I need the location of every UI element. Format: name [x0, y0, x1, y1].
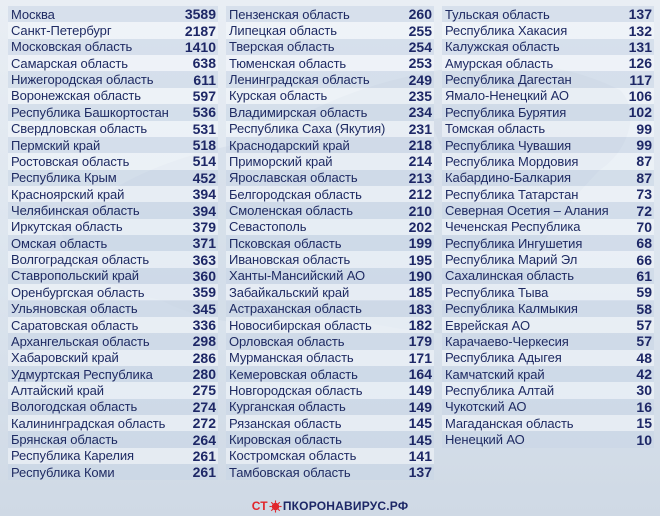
region-name: Волгоградская область	[11, 252, 150, 268]
region-name: Московская область	[11, 39, 133, 55]
region-value: 253	[408, 55, 432, 72]
region-name: Республика Хакасия	[445, 23, 568, 39]
region-row	[442, 153, 654, 169]
region-row	[8, 399, 218, 415]
region-value: 30	[636, 382, 652, 399]
region-name: Камчатский край	[445, 366, 545, 382]
region-row	[442, 170, 654, 186]
region-name: Республика Башкортостан	[11, 104, 169, 120]
region-name: Брянская область	[11, 432, 118, 448]
region-name: Санкт-Петербург	[11, 23, 112, 39]
region-row	[226, 268, 434, 284]
region-value: 536	[192, 104, 216, 121]
region-name: Астраханская область	[229, 301, 362, 317]
region-value: 87	[636, 169, 652, 186]
region-name: Ивановская область	[229, 252, 351, 268]
region-value: 255	[408, 22, 432, 39]
region-name: Кировская область	[229, 432, 342, 448]
region-value: 264	[192, 431, 216, 448]
region-value: 359	[192, 284, 216, 301]
region-row	[8, 88, 218, 104]
region-name: Новосибирская область	[229, 317, 372, 333]
region-name: Тамбовская область	[229, 464, 351, 480]
region-row	[442, 350, 654, 366]
region-name: Орловская область	[229, 333, 345, 349]
region-row	[8, 170, 218, 186]
region-name: Псковская область	[229, 235, 342, 251]
region-row	[442, 268, 654, 284]
region-value: 179	[408, 333, 432, 350]
region-row	[8, 137, 218, 153]
region-row	[8, 219, 218, 235]
region-value: 231	[408, 120, 432, 137]
region-name: Саратовская область	[11, 317, 139, 333]
region-row	[442, 219, 654, 235]
region-row	[8, 251, 218, 267]
region-value: 261	[192, 447, 216, 464]
region-name: Карачаево-Черкесия	[445, 333, 569, 349]
region-row	[226, 235, 434, 251]
region-row	[442, 104, 654, 120]
region-name: Сахалинская область	[445, 268, 574, 284]
region-value: 531	[192, 120, 216, 137]
region-value: 214	[408, 153, 432, 170]
region-name: Алтайский край	[11, 382, 104, 398]
column-2	[226, 6, 434, 480]
region-name: Республика Татарстан	[445, 186, 579, 202]
region-name: Республика Калмыкия	[445, 301, 578, 317]
region-name: Республика Крым	[11, 170, 117, 186]
region-value: 234	[408, 104, 432, 121]
region-row	[442, 431, 654, 447]
region-value: 99	[636, 120, 652, 137]
region-row	[226, 71, 434, 87]
brand-suffix: ПКОРОНАВИРУС.РФ	[282, 499, 409, 513]
region-row	[226, 22, 434, 38]
region-value: 59	[636, 284, 652, 301]
regions-table	[8, 6, 654, 480]
region-name: Еврейская АО	[445, 317, 530, 333]
region-row	[442, 333, 654, 349]
region-name: Чеченская Республика	[445, 219, 581, 235]
region-value: 58	[636, 300, 652, 317]
region-name: Республика Карелия	[11, 448, 134, 464]
brand-logo	[252, 499, 409, 513]
region-name: Республика Мордовия	[445, 153, 579, 169]
virus-icon	[269, 500, 282, 513]
region-row	[8, 382, 218, 398]
region-value: 137	[628, 6, 652, 23]
region-name: Республика Алтай	[445, 382, 554, 398]
region-row	[226, 121, 434, 137]
region-row	[226, 284, 434, 300]
region-row	[226, 153, 434, 169]
region-row	[226, 219, 434, 235]
region-value: 99	[636, 137, 652, 154]
region-name: Чукотский АО	[445, 399, 527, 415]
region-name: Республика Адыгея	[445, 350, 562, 366]
region-value: 363	[192, 251, 216, 268]
region-row	[226, 317, 434, 333]
region-value: 371	[192, 235, 216, 252]
region-name: Хабаровский край	[11, 350, 119, 366]
region-value: 57	[636, 333, 652, 350]
region-name: Республика Коми	[11, 464, 115, 480]
region-name: Калужская область	[445, 39, 560, 55]
region-value: 68	[636, 235, 652, 252]
region-value: 106	[628, 87, 652, 104]
region-name: Кабардино-Балкария	[445, 170, 571, 186]
region-name: Смоленская область	[229, 203, 353, 218]
region-row	[442, 366, 654, 382]
region-row	[226, 415, 434, 431]
region-value: 57	[636, 317, 652, 334]
region-row	[442, 71, 654, 87]
region-value: 185	[408, 284, 432, 301]
region-name: Ульяновская область	[11, 301, 138, 317]
region-name: Иркутская область	[11, 219, 123, 235]
region-value: 514	[192, 153, 216, 170]
region-row	[226, 350, 434, 366]
region-name: Приморский край	[229, 153, 333, 169]
region-row	[8, 153, 218, 169]
region-value: 638	[192, 55, 216, 72]
region-row	[442, 39, 654, 55]
region-value: 48	[636, 349, 652, 366]
region-value: 210	[408, 202, 432, 219]
region-name: Республика Ингушетия	[445, 235, 583, 251]
region-name: Северная Осетия – Алания	[445, 203, 609, 218]
region-value: 345	[192, 300, 216, 317]
region-name: Республика Бурятия	[445, 104, 567, 120]
region-row	[226, 39, 434, 55]
region-row	[226, 88, 434, 104]
region-value: 275	[192, 382, 216, 399]
region-name: Челябинская область	[11, 203, 140, 218]
region-name: Курганская область	[229, 399, 346, 415]
region-row	[442, 6, 654, 22]
region-name: Удмуртская Республика	[11, 366, 153, 382]
region-name: Забайкальский край	[229, 284, 350, 300]
region-row	[8, 39, 218, 55]
region-name: Оренбургская область	[11, 284, 145, 300]
region-row	[442, 399, 654, 415]
region-name: Свердловская область	[11, 121, 148, 137]
region-row	[226, 186, 434, 202]
region-name: Курская область	[229, 88, 328, 104]
region-value: 10	[636, 431, 652, 448]
region-row	[442, 55, 654, 71]
region-row	[8, 464, 218, 480]
region-value: 145	[408, 431, 432, 448]
region-name: Томская область	[445, 121, 546, 137]
region-value: 102	[628, 104, 652, 121]
region-name: Липецкая область	[229, 23, 337, 39]
region-row	[226, 170, 434, 186]
region-value: 164	[408, 366, 432, 383]
region-row	[442, 121, 654, 137]
region-value: 218	[408, 137, 432, 154]
region-value: 360	[192, 267, 216, 284]
region-value: 131	[628, 38, 652, 55]
region-value: 190	[408, 267, 432, 284]
region-value: 72	[636, 202, 652, 219]
region-row	[226, 431, 434, 447]
region-value: 183	[408, 300, 432, 317]
region-value: 195	[408, 251, 432, 268]
region-row	[226, 399, 434, 415]
column-1	[8, 6, 218, 480]
region-row	[226, 333, 434, 349]
region-row	[226, 202, 434, 218]
region-row	[442, 235, 654, 251]
region-value: 260	[408, 6, 432, 23]
region-row	[226, 251, 434, 267]
region-row	[226, 104, 434, 120]
region-row	[226, 137, 434, 153]
region-row	[8, 121, 218, 137]
region-name: Ханты-Мансийский АО	[229, 268, 366, 284]
region-name: Кемеровская область	[229, 366, 358, 382]
region-name: Пермский край	[11, 137, 101, 153]
region-value: 3589	[184, 6, 216, 23]
region-value: 132	[628, 22, 652, 39]
region-name: Красноярский край	[11, 186, 125, 202]
region-name: Ставропольский край	[11, 268, 139, 284]
region-row	[442, 137, 654, 153]
region-name: Пензенская область	[229, 6, 350, 22]
region-name: Севастополь	[229, 219, 307, 235]
region-row	[8, 431, 218, 447]
region-value: 199	[408, 235, 432, 252]
region-row	[442, 415, 654, 431]
region-row	[8, 415, 218, 431]
region-name: Республика Тыва	[445, 284, 549, 300]
region-value: 182	[408, 317, 432, 334]
region-value: 394	[192, 202, 216, 219]
region-row	[226, 382, 434, 398]
region-name: Магаданская область	[445, 415, 574, 431]
brand-prefix: СТ	[251, 499, 268, 513]
region-value: 141	[408, 447, 432, 464]
region-row	[442, 88, 654, 104]
region-value: 126	[628, 55, 652, 72]
region-value: 1410	[184, 38, 216, 55]
region-value: 611	[193, 71, 216, 88]
region-row	[442, 22, 654, 38]
region-name: Новгородская область	[229, 382, 363, 398]
region-value: 66	[636, 251, 652, 268]
region-name: Амурская область	[445, 55, 554, 71]
region-value: 298	[192, 333, 216, 350]
region-row	[8, 71, 218, 87]
region-row	[8, 300, 218, 316]
region-name: Воронежская область	[11, 88, 141, 104]
region-row	[8, 202, 218, 218]
region-name: Тверская область	[229, 39, 335, 55]
region-value: 16	[636, 398, 652, 415]
region-value: 73	[636, 186, 652, 203]
region-name: Омская область	[11, 235, 108, 251]
region-name: Костромская область	[229, 448, 357, 464]
region-row	[8, 104, 218, 120]
column-3	[442, 6, 654, 480]
region-row	[8, 317, 218, 333]
region-row	[226, 366, 434, 382]
region-row	[8, 6, 218, 22]
region-value: 171	[408, 349, 432, 366]
region-name: Республика Дагестан	[445, 72, 572, 88]
region-row	[442, 300, 654, 316]
region-name: Владимирская область	[229, 104, 368, 120]
region-value: 15	[636, 415, 652, 432]
region-value: 336	[192, 317, 216, 334]
region-name: Нижегородская область	[11, 72, 154, 88]
region-row	[442, 317, 654, 333]
region-row	[8, 268, 218, 284]
region-name: Республика Саха (Якутия)	[229, 121, 386, 137]
region-value: 249	[408, 71, 432, 88]
region-value: 137	[408, 464, 432, 481]
region-name: Москва	[11, 6, 55, 22]
region-row	[442, 202, 654, 218]
region-name: Тульская область	[445, 6, 550, 22]
region-row	[226, 448, 434, 464]
region-value: 61	[636, 267, 652, 284]
region-row	[8, 333, 218, 349]
region-name: Ненецкий АО	[445, 432, 525, 448]
region-value: 202	[408, 218, 432, 235]
region-name: Самарская область	[11, 55, 128, 71]
region-value: 272	[192, 415, 216, 432]
region-row	[442, 251, 654, 267]
region-name: Ямало-Ненецкий АО	[445, 88, 569, 104]
region-value: 597	[192, 87, 216, 104]
region-name: Мурманская область	[229, 350, 354, 366]
region-row	[226, 6, 434, 22]
region-value: 394	[192, 186, 216, 203]
region-value: 286	[192, 349, 216, 366]
region-value: 235	[408, 87, 432, 104]
region-row	[8, 350, 218, 366]
region-name: Вологодская область	[11, 399, 138, 415]
region-name: Ленинградская область	[229, 72, 370, 88]
region-value: 280	[192, 366, 216, 383]
region-row	[8, 186, 218, 202]
region-value: 149	[408, 382, 432, 399]
region-row	[8, 448, 218, 464]
region-row	[8, 235, 218, 251]
region-row	[442, 382, 654, 398]
region-value: 274	[192, 398, 216, 415]
region-name: Ростовская область	[11, 153, 130, 169]
region-name: Архангельская область	[11, 333, 150, 349]
region-row	[226, 464, 434, 480]
region-value: 452	[192, 169, 216, 186]
region-value: 379	[192, 218, 216, 235]
region-row	[8, 284, 218, 300]
region-name: Республика Чувашия	[445, 137, 572, 153]
region-row	[8, 366, 218, 382]
region-value: 2187	[184, 22, 216, 39]
region-value: 117	[629, 71, 652, 88]
region-value: 42	[636, 366, 652, 383]
region-row	[442, 284, 654, 300]
region-name: Белгородская область	[229, 186, 362, 202]
region-name: Тюменская область	[229, 55, 347, 71]
region-name: Республика Марий Эл	[445, 252, 578, 268]
region-value: 87	[636, 153, 652, 170]
region-row	[442, 186, 654, 202]
region-value: 213	[408, 169, 432, 186]
region-row	[226, 55, 434, 71]
region-value: 518	[192, 137, 216, 154]
region-value: 149	[408, 398, 432, 415]
region-name: Рязанская область	[229, 415, 342, 431]
region-value: 212	[408, 186, 432, 203]
region-row	[8, 22, 218, 38]
region-value: 261	[192, 464, 216, 481]
region-name: Калининградская область	[11, 415, 166, 431]
region-value: 70	[636, 218, 652, 235]
footer	[0, 496, 660, 516]
region-name: Краснодарский край	[229, 137, 350, 153]
region-row	[8, 55, 218, 71]
region-name: Ярославская область	[229, 170, 358, 186]
region-value: 254	[408, 38, 432, 55]
region-value: 145	[408, 415, 432, 432]
region-row	[226, 300, 434, 316]
